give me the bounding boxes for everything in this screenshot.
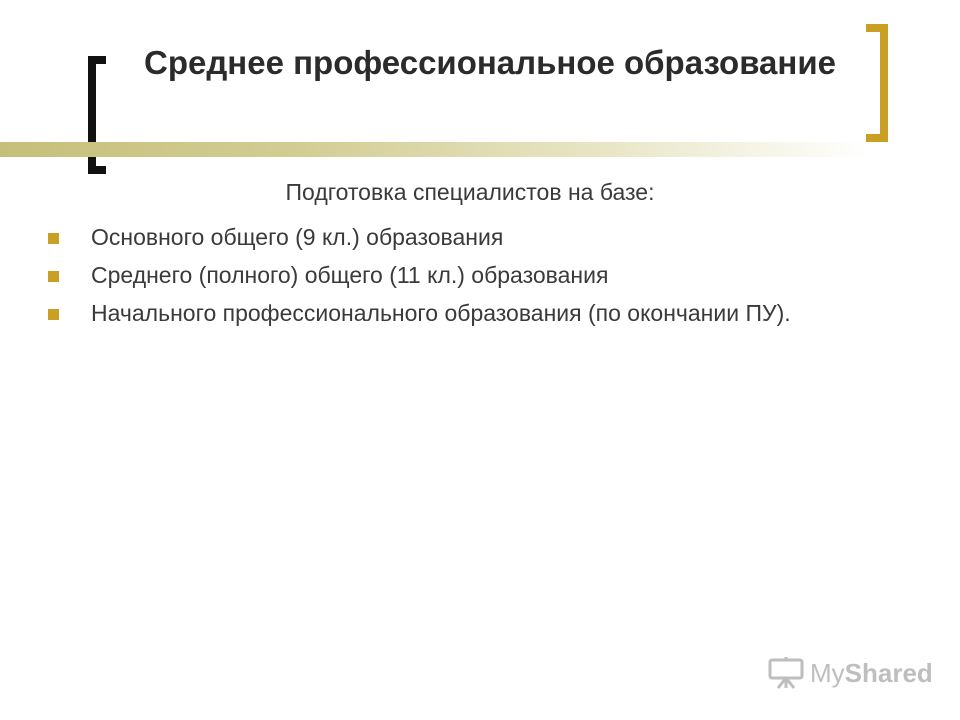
bullet-item [48,222,848,252]
bullet-text: Начального профессионального образования (по окончании ПУ). [91,300,791,326]
right-bracket-decoration [866,24,888,142]
title-underline-bar [0,142,870,157]
square-bullet-icon [48,233,59,244]
bullet-item [48,260,848,290]
watermark-brand-prefix: My [810,657,845,688]
presentation-screen-icon [768,657,804,689]
bullet-text: Среднего (полного) общего (11 кл.) образования [91,262,609,288]
watermark-brand-suffix: Shared [844,657,933,688]
square-bullet-icon [48,271,59,282]
watermark-brand [810,658,933,689]
slide-subtitle: Подготовка специалистов на базе: [285,179,655,205]
bullet-item [48,298,848,328]
square-bullet-icon [48,309,59,320]
bullet-text: Основного общего (9 кл.) образования [91,224,504,250]
myshared-watermark [768,656,933,690]
slide-title: Среднее профессиональное образование [144,44,836,81]
bullet-list [48,222,848,336]
